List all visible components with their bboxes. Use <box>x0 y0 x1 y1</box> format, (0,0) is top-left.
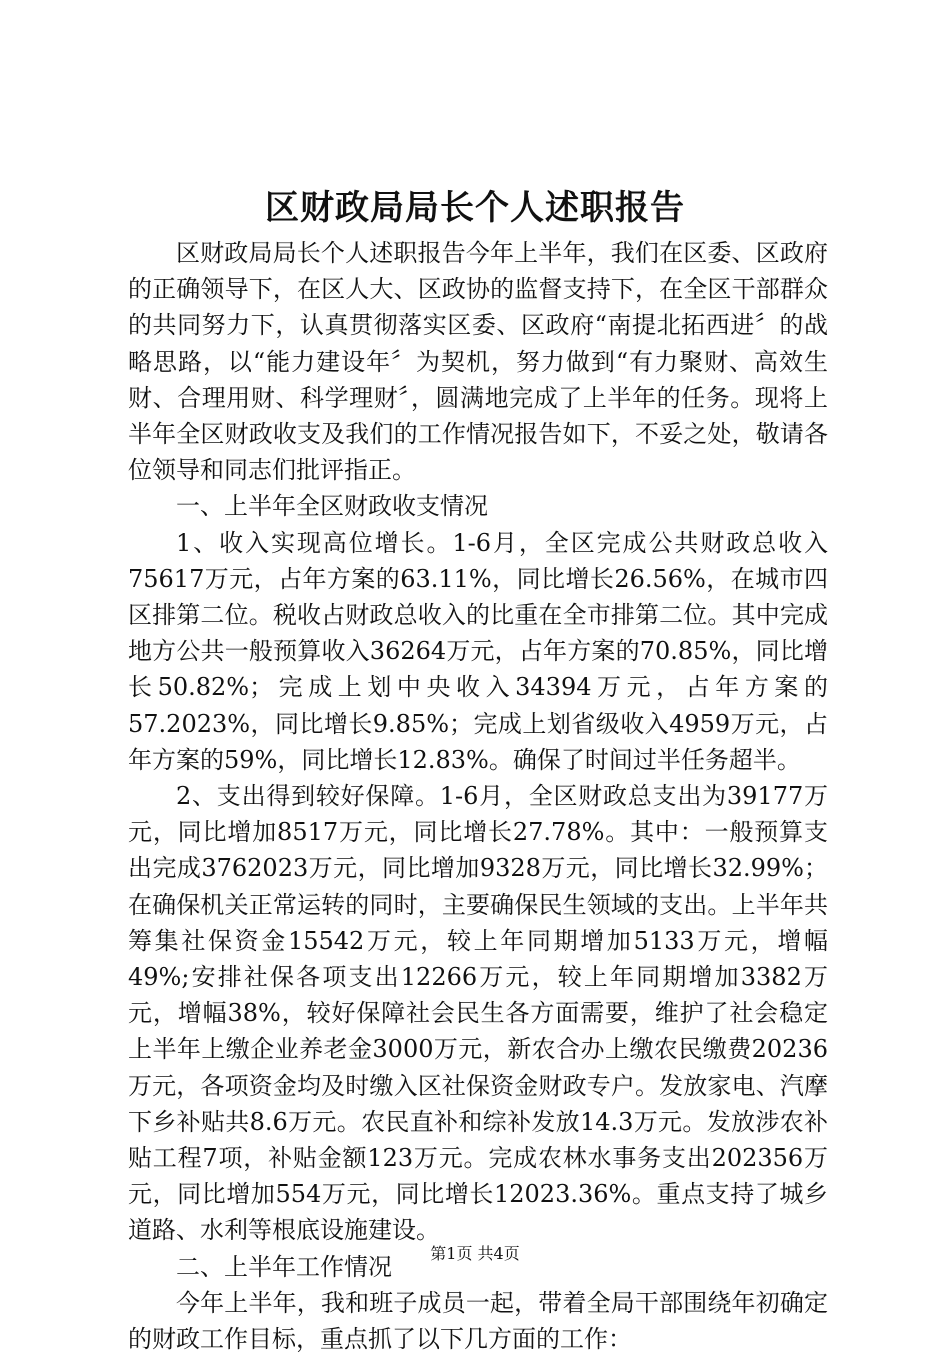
paragraph-expenditure: 2、支出得到较好保障。1-6月，全区财政总支出为39177万元，同比增加8517万元，同比增长27.78%。其中：一般预算支出完成3762023万元，同比增加9328万元，同比增长32.99%；在确保机关正常运转的同时，主要确保民生领域的支出。上半年共筹集社保资金15542万元，较上年同期增加5133万元，增幅49%;安排社保各项支出12266万元，较上年同期增加3382万元，增幅38%，较好保障社会民生各方面需要，维护了社会稳定上半年上缴企业养老金3000万元，新农合办上缴农民缴费20236万元，各项资金均及时缴入区社保资金财政专户。发放家电、汽摩下乡补贴共8.6万元。农民直补和综补发放14.3万元。发放涉农补贴工程7项，补贴金额123万元。完成农林水事务支出202356万元，同比增加554万元，同比增长12023.36%。重点支持了城乡道路、水利等根底设施建设。 <box>128 782 828 1245</box>
paragraph-revenue: 1、收入实现高位增长。1-6月，全区完成公共财政总收入75617万元，占年方案的63.11%，同比增长26.56%，在城市四区排第二位。税收占财政总收入的比重在全市排第二位。其中完成地方公共一般预算收入36264万元，占年方案的70.85%，同比增长50.82%；完成上划中央收入34394万元，占年方案的57.2023%，同比增长9.85%；完成上划省级收入4959万元，占年方案的59%，同比增长12.83%。确保了时间过半任务超半。 <box>128 528 828 774</box>
page-footer: 第1页 共4页 <box>430 1244 520 1263</box>
section-heading-1: 一、上半年全区财政收支情况 <box>176 492 488 521</box>
document-title: 区财政局局长个人述职报告 <box>265 188 685 228</box>
paragraph-work: 今年上半年，我和班子成员一起，带着全局干部围绕年初确定的财政工作目标，重点抓了以下几方面的工作： <box>128 1288 828 1354</box>
paragraph-intro: 区财政局局长个人述职报告今年上半年，我们在区委、区政府的正确领导下，在区人大、区政协的监督支持下，在全区干部群众的共同努力下，认真贯彻落实区委、区政府“南提北拓西进〞的战略思路，以“能力建设年〞为契机，努力做到“有力聚财、高效生财、合理用财、科学理财〞，圆满地完成了上半年的任务。现将上半年全区财政收支及我们的工作情况报告如下，不妥之处，敬请各位领导和同志们批评指正。 <box>128 239 828 485</box>
document-body <box>128 235 828 1357</box>
section-heading-2: 二、上半年工作情况 <box>176 1252 392 1281</box>
